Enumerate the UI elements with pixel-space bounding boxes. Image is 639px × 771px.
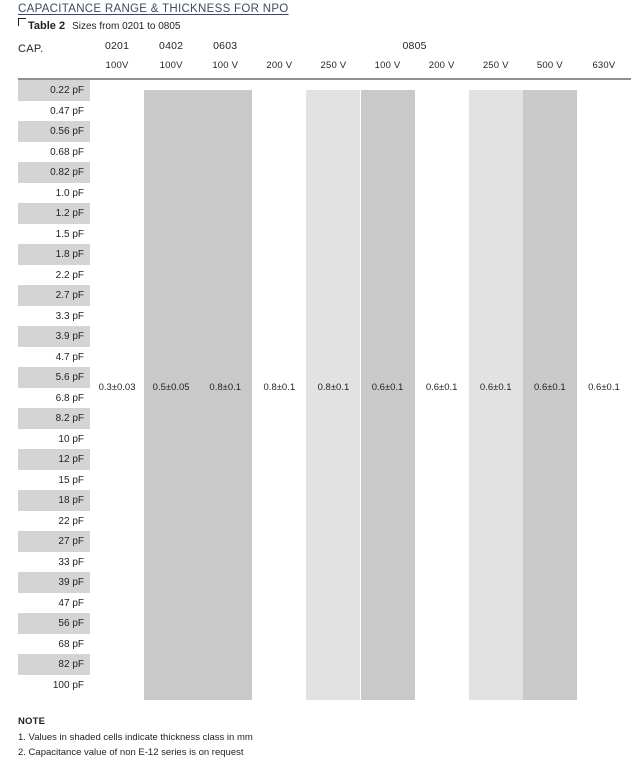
table-row — [18, 224, 631, 245]
capacitance-value: 15 pF — [18, 470, 90, 491]
voltage-header-5: 100 V — [374, 60, 401, 71]
table-row — [18, 326, 631, 347]
capacitance-value: 0.82 pF — [18, 162, 90, 183]
capacitance-value: 18 pF — [18, 490, 90, 511]
table-body — [18, 80, 631, 705]
thickness-value-8: 0.6±0.1 — [534, 381, 566, 393]
capacitance-value: 3.9 pF — [18, 326, 90, 347]
capacitance-value: 1.5 pF — [18, 224, 90, 245]
table-row — [18, 408, 631, 429]
thickness-value-0: 0.3±0.03 — [98, 381, 136, 393]
note-line: 2. Capacitance value of non E-12 series is on request — [18, 747, 244, 758]
voltage-header-9: 630V — [592, 60, 616, 71]
thickness-value-4: 0.8±0.1 — [317, 381, 350, 393]
capacitance-value: 56 pF — [18, 613, 90, 634]
notes-section — [18, 716, 618, 760]
table-row — [18, 306, 631, 327]
notes-list — [18, 730, 618, 760]
table-row — [18, 429, 631, 450]
thickness-value-9: 0.6±0.1 — [588, 381, 620, 393]
size-header-0402: 0402 — [159, 40, 184, 52]
table-row — [18, 449, 631, 470]
capacitance-value: 27 pF — [18, 531, 90, 552]
size-header-0201: 0201 — [104, 40, 130, 52]
capacitance-value: 5.6 pF — [18, 367, 90, 388]
table-row — [18, 101, 631, 122]
cap-column-header: CAP. — [18, 43, 44, 55]
table-row — [18, 654, 631, 675]
page-title: CAPACITANCE RANGE & THICKNESS FOR NPO — [18, 3, 289, 15]
table-caption-text: Sizes from 0201 to 0805 — [72, 21, 181, 32]
thickness-value-2: 0.8±0.1 — [209, 381, 242, 393]
capacitance-value: 22 pF — [18, 511, 90, 532]
voltage-header-0: 100V — [105, 60, 129, 71]
capacitance-value: 6.8 pF — [18, 388, 90, 409]
capacitance-value: 8.2 pF — [18, 408, 90, 429]
table-row — [18, 593, 631, 614]
capacitance-value: 3.3 pF — [18, 306, 90, 327]
table-row — [18, 511, 631, 532]
capacitance-value: 0.68 pF — [18, 142, 90, 163]
capacitance-value: 2.2 pF — [18, 265, 90, 286]
capacitance-value: 0.56 pF — [18, 121, 90, 142]
voltage-header-2: 100 V — [212, 60, 239, 71]
table-row — [18, 121, 631, 142]
table-row — [18, 634, 631, 655]
table-row — [18, 142, 631, 163]
table-row — [18, 265, 631, 286]
capacitance-value: 0.22 pF — [18, 80, 90, 101]
voltage-header-6: 200 V — [428, 60, 455, 71]
size-header-0805: 0805 — [402, 40, 427, 52]
note-line: 1. Values in shaded cells indicate thickness class in mm — [18, 732, 253, 743]
table-row — [18, 675, 631, 696]
thickness-value-7: 0.6±0.1 — [479, 381, 512, 393]
capacitance-value: 12 pF — [18, 449, 90, 470]
table-caption — [18, 20, 181, 36]
notes-title: NOTE — [18, 716, 46, 727]
thickness-value-5: 0.6±0.1 — [371, 381, 404, 393]
table-row — [18, 347, 631, 368]
table-row — [18, 613, 631, 634]
capacitance-value: 4.7 pF — [18, 347, 90, 368]
voltage-header-4: 250 V — [320, 60, 347, 71]
table-row — [18, 490, 631, 511]
voltage-header-8: 500 V — [536, 60, 563, 71]
capacitance-value: 39 pF — [18, 572, 90, 593]
capacitance-value: 47 pF — [18, 593, 90, 614]
capacitance-value: 1.8 pF — [18, 244, 90, 265]
thickness-value-1: 0.5±0.05 — [152, 381, 190, 393]
capacitance-value: 68 pF — [18, 634, 90, 655]
caption-bracket-icon — [18, 18, 26, 26]
voltage-header-1: 100V — [159, 60, 183, 71]
capacitance-value: 1.2 pF — [18, 203, 90, 224]
table-row — [18, 162, 631, 183]
capacitance-value: 2.7 pF — [18, 285, 90, 306]
table-row — [18, 470, 631, 491]
table-row — [18, 572, 631, 593]
table-row — [18, 244, 631, 265]
table-row — [18, 285, 631, 306]
capacitance-value: 33 pF — [18, 552, 90, 573]
table-row — [18, 531, 631, 552]
thickness-value-3: 0.8±0.1 — [263, 381, 296, 393]
capacitance-value: 82 pF — [18, 654, 90, 675]
size-header-0603: 0603 — [213, 40, 238, 52]
table-row — [18, 552, 631, 573]
capacitance-value: 1.0 pF — [18, 183, 90, 204]
table-header — [18, 38, 631, 78]
capacitance-value: 10 pF — [18, 429, 90, 450]
thickness-value-6: 0.6±0.1 — [425, 381, 458, 393]
table-row — [18, 203, 631, 224]
capacitance-value: 0.47 pF — [18, 101, 90, 122]
capacitance-value: 100 pF — [18, 675, 90, 696]
voltage-header-7: 250 V — [482, 60, 509, 71]
table-label: Table 2 — [28, 20, 66, 32]
table-row — [18, 80, 631, 101]
voltage-header-3: 200 V — [266, 60, 293, 71]
table-row — [18, 183, 631, 204]
